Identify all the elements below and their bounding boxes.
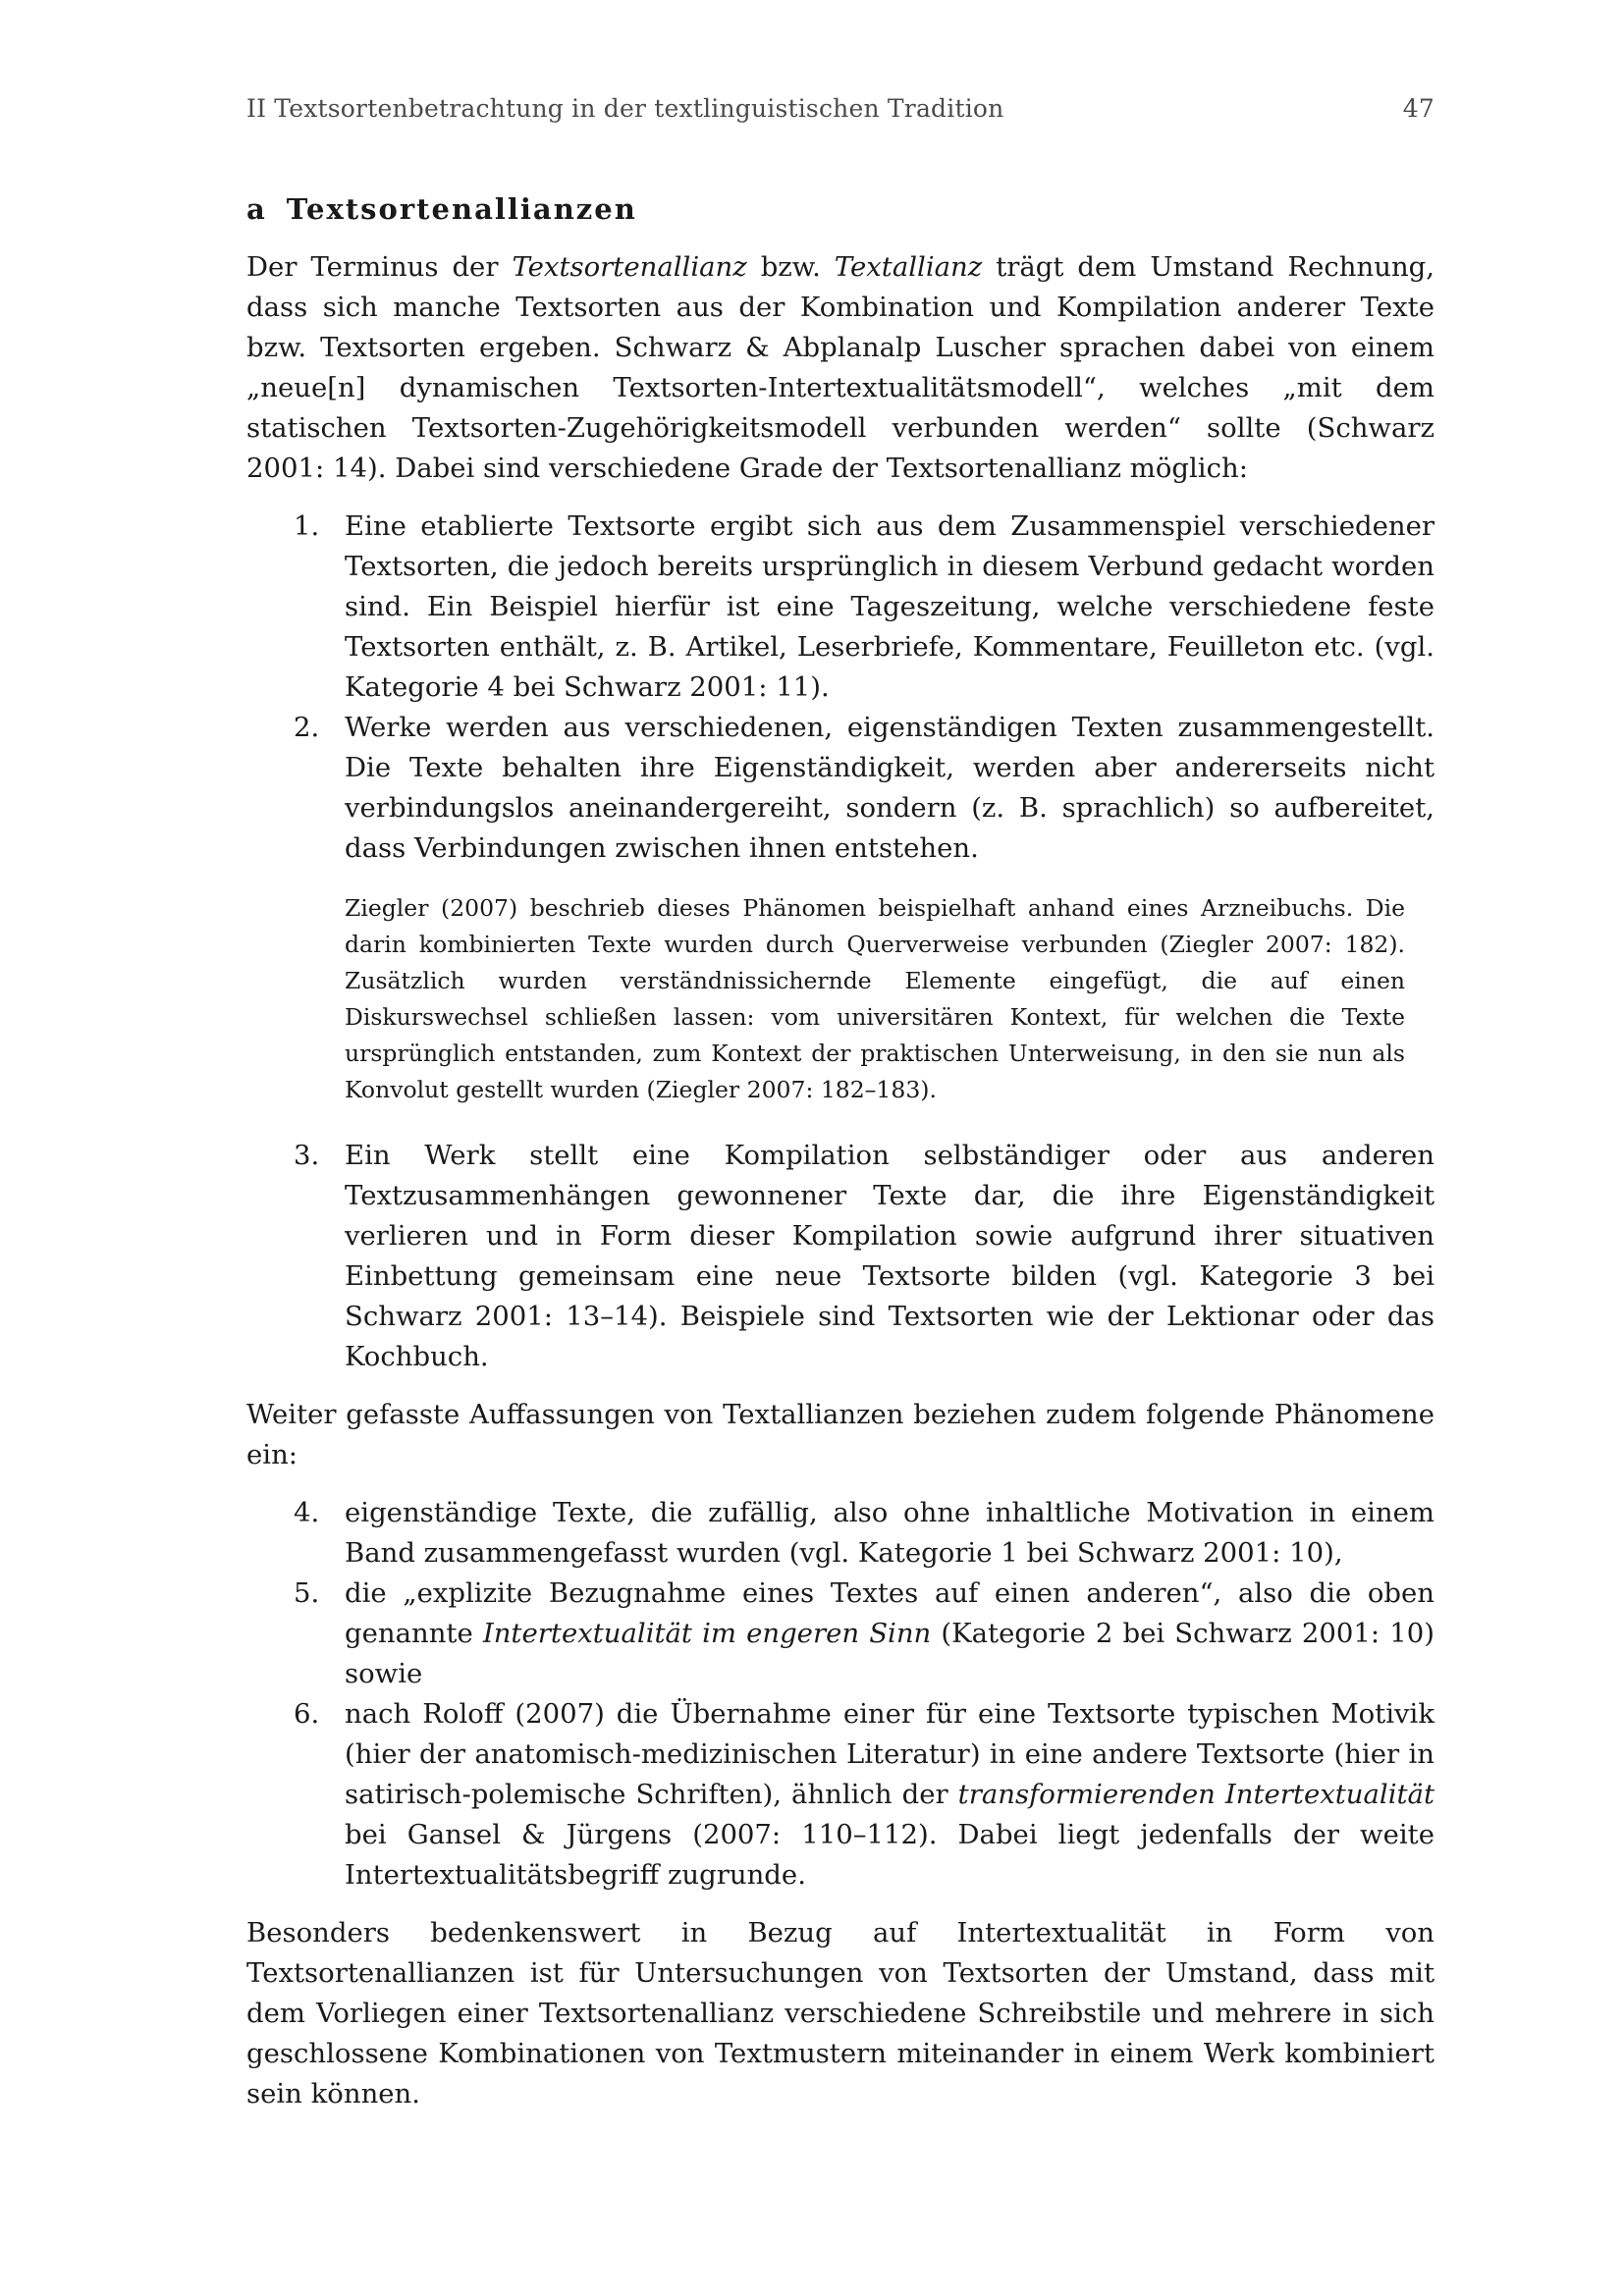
page-number: 47 bbox=[1402, 94, 1435, 123]
list-item bbox=[246, 708, 1435, 869]
list-item bbox=[246, 1136, 1435, 1377]
list-number: 1. bbox=[294, 510, 320, 542]
list-item bbox=[246, 1574, 1435, 1694]
alliance-degrees-list bbox=[246, 507, 1435, 869]
running-header bbox=[246, 94, 1435, 133]
list-item-text: die „explizite Bezugnahme eines Textes auf einen anderen“, also die oben genannte bbox=[345, 1577, 1435, 1649]
list-number: 6. bbox=[294, 1698, 320, 1730]
term-intertextualitaet-engeren-sinn: Intertextualität im engeren Sinn bbox=[482, 1618, 932, 1649]
term-transformierende-intertextualitaet: transformierenden Intertextualität bbox=[957, 1779, 1435, 1810]
list-item bbox=[246, 1694, 1435, 1896]
list-number: 5. bbox=[294, 1577, 320, 1609]
section-title: Textsortenallianzen bbox=[286, 192, 637, 226]
list-item-text: Werke werden aus verschiedenen, eigenständigen Texten zusammengestellt. Die Texte behalten ihre Eigenständigkeit, werden aber andererseits nicht verbindungslos aneinandergereiht, sondern (z. B. sprachlich) so aufbereitet, dass Verbindungen zwischen ihnen entstehen. bbox=[345, 712, 1435, 864]
list-item-text: Ein Werk stellt eine Kompilation selbständiger oder aus anderen Textzusammenhängen gewonnener Texte dar, die ihre Eigenständigkeit verlieren und in Form dieser Kompilation sowie aufgrund ihrer situativen Einbettung gemeinsam eine neue Textsorte bilden (vgl. Kategorie 3 bei Schwarz 2001: 13–14). Beispiele sind Textsorten wie der Lektionar oder das Kochbuch. bbox=[345, 1140, 1435, 1372]
middle-paragraph: Weiter gefasste Auffassungen von Textallianzen beziehen zudem folgende Phänomene ein: bbox=[246, 1399, 1435, 1470]
list-number: 4. bbox=[294, 1497, 320, 1528]
intro-text-a: Der Terminus der bbox=[246, 251, 513, 283]
list-item bbox=[246, 507, 1435, 708]
list-item-text: eigenständige Texte, die zufällig, also ohne inhaltliche Motivation in einem Band zusammengefasst wurden (vgl. Kategorie 1 bei Schwarz 2001: 10), bbox=[345, 1497, 1435, 1569]
intro-paragraph bbox=[246, 247, 1435, 489]
extended-phenomena-list bbox=[246, 1493, 1435, 1896]
section-heading bbox=[246, 192, 1435, 226]
term-textallianz: Textallianz bbox=[834, 251, 983, 283]
term-textsortenallianz: Textsortenallianz bbox=[512, 251, 747, 283]
alliance-degrees-list-continued bbox=[246, 1136, 1435, 1377]
section-letter: a bbox=[246, 192, 267, 226]
list-item-text: Eine etablierte Textsorte ergibt sich aus dem Zusammenspiel verschiedener Textsorten, die jedoch bereits ursprünglich in diesem Verbund gedacht worden sind. Ein Beispiel hierfür ist eine Tageszeitung, welche verschiedene feste Textsorten enthält, z. B. Artikel, Leserbriefe, Kommentare, Feuilleton etc. (vgl. Kategorie 4 bei Schwarz 2001: 11). bbox=[345, 510, 1435, 703]
intro-text-b: bzw. bbox=[746, 251, 835, 283]
list-item bbox=[246, 1493, 1435, 1574]
running-title: II Textsortenbetrachtung in der textlinguistischen Tradition bbox=[246, 94, 1004, 123]
list-item-text: bei Gansel & Jürgens (2007: 110–112). Dabei liegt jedenfalls der weite Intertextualitätsbegriff zugrunde. bbox=[345, 1819, 1435, 1891]
list-number: 2. bbox=[294, 712, 320, 743]
list-number: 3. bbox=[294, 1140, 320, 1171]
list-item-text: (Kategorie 2 bei Schwarz 2001: 10) sowie bbox=[345, 1618, 1435, 1689]
page bbox=[246, 94, 1435, 2114]
intro-text-c: trägt dem Umstand Rechnung, dass sich manche Textsorten aus der Kombination und Kompilation anderer Texte bzw. Textsorten ergeben. Schwarz & Abplanalp Luscher sprachen dabei von einem „neue[n] dynamischen Textsorten-Intertextualitätsmodell“, welches „mit dem statischen Textsorten-Zugehörigkeitsmodell verbunden werden“ sollte (Schwarz 2001: 14). Dabei sind verschiedene Grade der Textsortenallianz möglich: bbox=[246, 251, 1435, 484]
closing-paragraph: Besonders bedenkenswert in Bezug auf Intertextualität in Form von Textsortenallianzen ist für Untersuchungen von Textsorten der Umstand, dass mit dem Vorliegen einer Textsortenallianz verschiedene Schreibstile und mehrere in sich geschlossene Kombinationen von Textmustern miteinander in einem Werk kombiniert sein können. bbox=[246, 1917, 1435, 2109]
block-quote: Ziegler (2007) beschrieb dieses Phänomen beispielhaft anhand eines Arzneibuchs. Die darin kombinierten Texte wurden durch Querverweise verbunden (Ziegler 2007: 182). Zusätzlich wurden verständnissichernde Elemente eingefügt, die auf einen Diskurswechsel schließen lassen: vom universitären Kontext, für welchen die Texte ursprünglich entstanden, zum Kontext der praktischen Unterweisung, in den sie nun als Konvolut gestellt wurden (Ziegler 2007: 182–183). bbox=[345, 894, 1405, 1103]
list-item-text: nach Roloff (2007) die Übernahme einer für eine Textsorte typischen Motivik (hier der anatomisch-medizinischen Literatur) in eine andere Textsorte (hier in satirisch-polemische Schriften), ähnlich der bbox=[345, 1698, 1435, 1810]
